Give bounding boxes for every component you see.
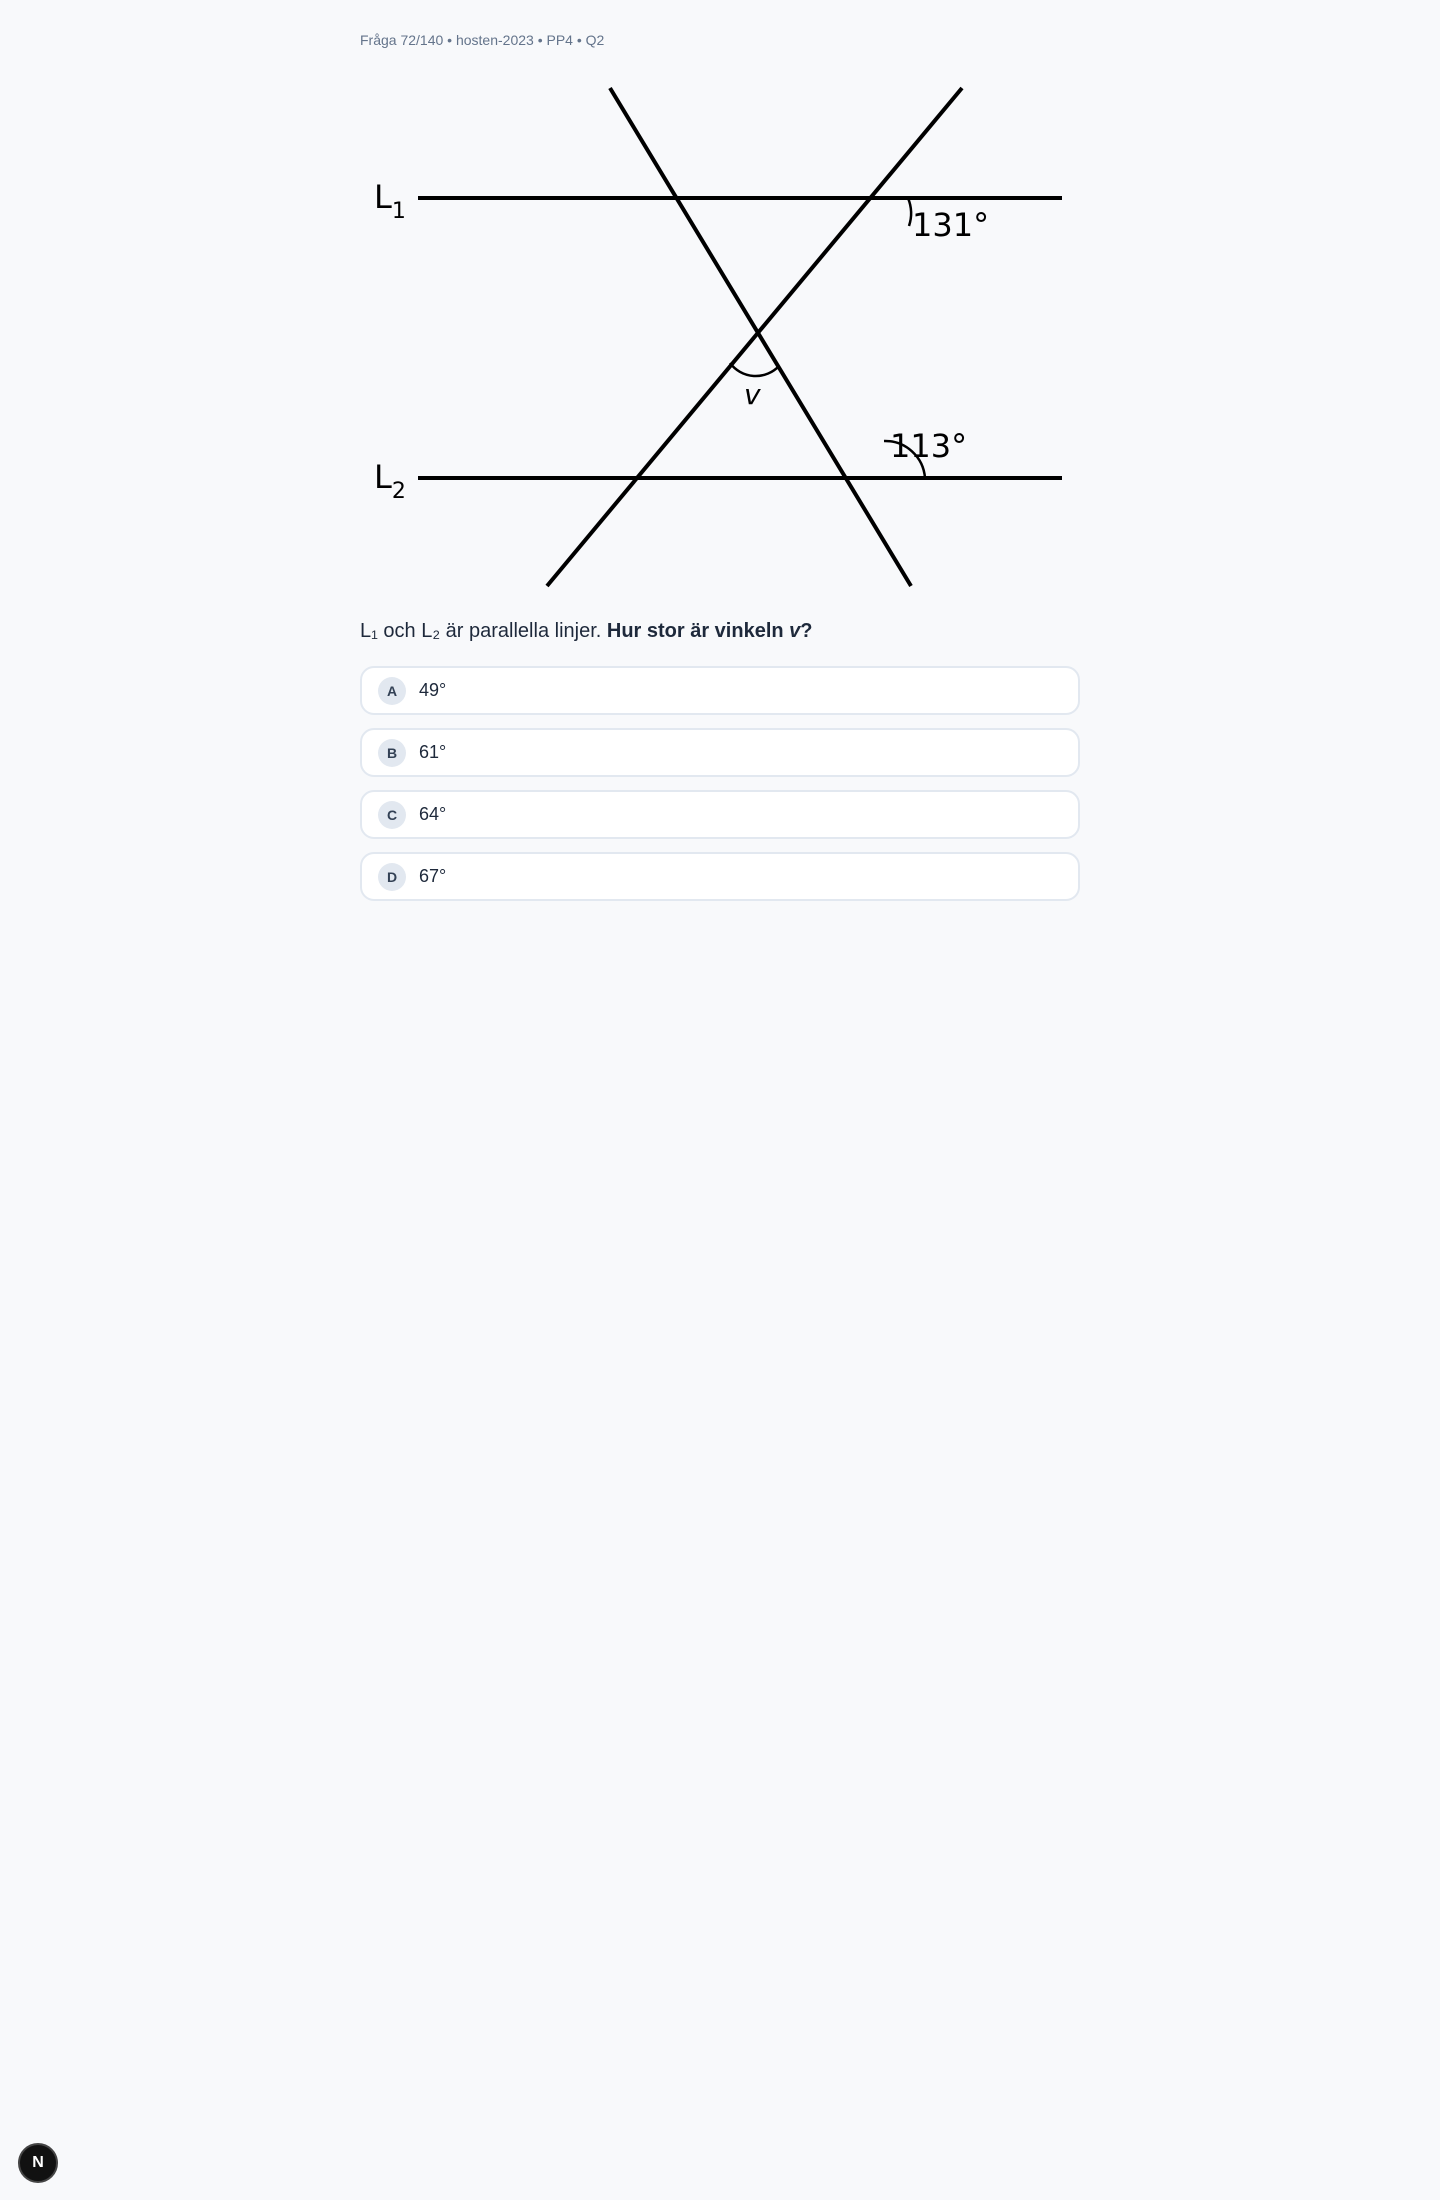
transversal-ascending xyxy=(547,88,962,586)
option-text: 67° xyxy=(419,866,447,886)
option-a[interactable] xyxy=(360,666,1080,715)
angle-label-v: v xyxy=(744,378,761,411)
angle-label-131: 131° xyxy=(912,206,990,244)
option-letter-badge: D xyxy=(378,863,406,891)
option-letter-badge: B xyxy=(378,739,406,767)
n-logo-icon: N xyxy=(32,2154,44,2171)
option-c[interactable] xyxy=(360,790,1080,839)
answer-options xyxy=(360,666,1080,914)
option-b[interactable] xyxy=(360,728,1080,777)
l1-label: $L_1$ xyxy=(374,178,406,224)
question-bold: Hur stor är vinkeln v? xyxy=(606,620,813,642)
option-letter-badge: C xyxy=(378,801,406,829)
option-text: 49° xyxy=(419,680,447,700)
angle-arc-v xyxy=(730,363,779,376)
question-meta: Fråga 72/140 • hosten-2023 • PP4 • Q2 xyxy=(360,32,605,48)
angle-label-113: 113° xyxy=(890,427,968,465)
nextjs-dev-indicator-button[interactable] xyxy=(18,2143,58,2183)
option-d[interactable] xyxy=(360,852,1080,901)
option-text: 61° xyxy=(419,742,447,762)
geometry-figure xyxy=(360,78,1080,598)
transversal-descending xyxy=(610,88,911,586)
l2-label: $L_2$ xyxy=(374,458,406,504)
question-text xyxy=(360,620,813,643)
option-text: 64° xyxy=(419,804,447,824)
option-letter-badge: A xyxy=(378,677,406,705)
question-prefix: L₁ och L₂ är parallella linjer. xyxy=(360,620,607,642)
angle-arc-131 xyxy=(908,198,911,226)
